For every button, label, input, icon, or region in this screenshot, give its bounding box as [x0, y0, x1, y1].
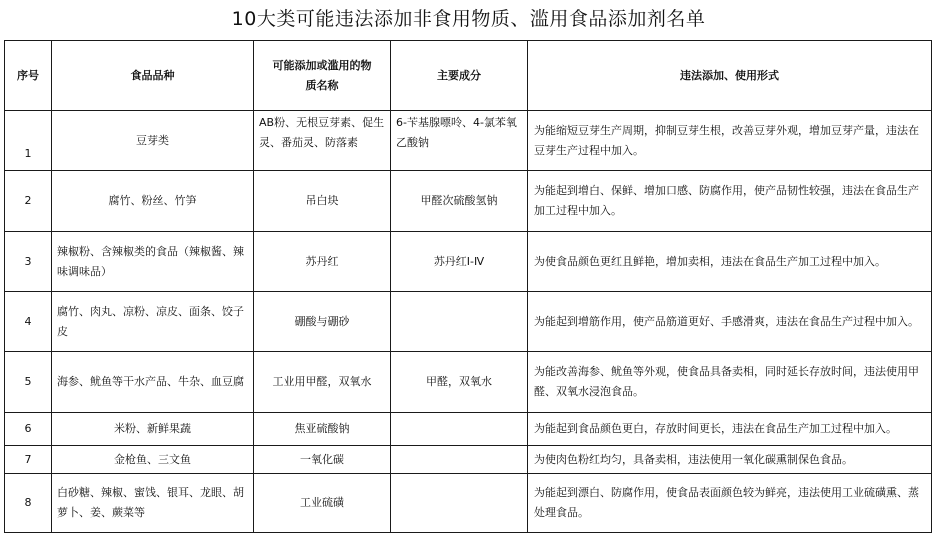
- food-cell: 白砂糖、辣椒、蜜饯、银耳、龙眼、胡萝卜、姜、蕨菜等: [52, 474, 254, 533]
- row-number: 8: [5, 474, 52, 533]
- row-number: 6: [5, 413, 52, 446]
- row-number: 4: [5, 292, 52, 352]
- table-row: [5, 474, 932, 533]
- component-cell: 苏丹红Ⅰ-Ⅳ: [391, 232, 528, 292]
- component-cell: [391, 474, 528, 533]
- food-cell: 金枪鱼、三文鱼: [52, 446, 254, 474]
- food-cell: 海参、鱿鱼等干水产品、牛杂、血豆腐: [52, 352, 254, 413]
- substance-cell: AB粉、无根豆芽素、促生灵、番茄灵、防落素: [254, 111, 391, 171]
- usage-cell: 为能起到增白、保鲜、增加口感、防腐作用，使产品韧性较强，违法在食品生产加工过程中加入。: [528, 171, 932, 232]
- food-cell: 辣椒粉、含辣椒类的食品（辣椒酱、辣味调味品）: [52, 232, 254, 292]
- usage-cell: 为使食品颜色更红且鲜艳，增加卖相，违法在食品生产加工过程中加入。: [528, 232, 932, 292]
- table-row: [5, 111, 932, 171]
- row-number: 2: [5, 171, 52, 232]
- component-cell: 6-苄基腺嘌呤、4-氯苯氧乙酸钠: [391, 111, 528, 171]
- header-component: 主要成分: [391, 41, 528, 111]
- row-number: 7: [5, 446, 52, 474]
- substance-table: [4, 40, 932, 533]
- row-number: 3: [5, 232, 52, 292]
- component-cell: 甲醛，双氧水: [391, 352, 528, 413]
- component-cell: 甲醛次硫酸氢钠: [391, 171, 528, 232]
- component-cell: [391, 292, 528, 352]
- usage-cell: 为使肉色粉红均匀，具备卖相，违法使用一氧化碳熏制保色食品。: [528, 446, 932, 474]
- table-row: [5, 413, 932, 446]
- row-number: 5: [5, 352, 52, 413]
- food-cell: 腐竹、粉丝、竹笋: [52, 171, 254, 232]
- substance-cell: 一氧化碳: [254, 446, 391, 474]
- substance-cell: 吊白块: [254, 171, 391, 232]
- header-no: 序号: [5, 41, 52, 111]
- table-row: [5, 292, 932, 352]
- food-cell: 腐竹、肉丸、凉粉、凉皮、面条、饺子皮: [52, 292, 254, 352]
- component-cell: [391, 446, 528, 474]
- header-usage: 违法添加、使用形式: [528, 41, 932, 111]
- header-food: 食品品种: [52, 41, 254, 111]
- food-cell: 米粉、新鲜果蔬: [52, 413, 254, 446]
- substance-cell: 苏丹红: [254, 232, 391, 292]
- table-row: [5, 446, 932, 474]
- row-number: 1: [5, 111, 52, 171]
- page-title: 10大类可能违法添加非食用物质、滥用食品添加剂名单: [231, 8, 706, 30]
- usage-cell: 为能起到增筋作用，使产品筋道更好、手感滑爽，违法在食品生产过程中加入。: [528, 292, 932, 352]
- component-cell: [391, 413, 528, 446]
- table-row: [5, 171, 932, 232]
- table-row: [5, 352, 932, 413]
- usage-cell: 为能起到漂白、防腐作用，使食品表面颜色较为鲜亮，违法使用工业硫磺熏、蒸处理食品。: [528, 474, 932, 533]
- usage-cell: 为能改善海参、鱿鱼等外观，使食品具备卖相，同时延长存放时间，违法使用甲醛、双氧水浸泡食品。: [528, 352, 932, 413]
- header-substance: 可能添加或滥用的物质名称: [254, 41, 391, 111]
- substance-cell: 焦亚硫酸钠: [254, 413, 391, 446]
- substance-cell: 硼酸与硼砂: [254, 292, 391, 352]
- table-header-row: [5, 41, 932, 111]
- substance-cell: 工业硫磺: [254, 474, 391, 533]
- substance-cell: 工业用甲醛，双氧水: [254, 352, 391, 413]
- usage-cell: 为能缩短豆芽生产周期，抑制豆芽生根，改善豆芽外观，增加豆芽产量，违法在豆芽生产过程中加入。: [528, 111, 932, 171]
- usage-cell: 为能起到食品颜色更白，存放时间更长，违法在食品生产加工过程中加入。: [528, 413, 932, 446]
- table-row: [5, 232, 932, 292]
- food-cell: 豆芽类: [52, 111, 254, 171]
